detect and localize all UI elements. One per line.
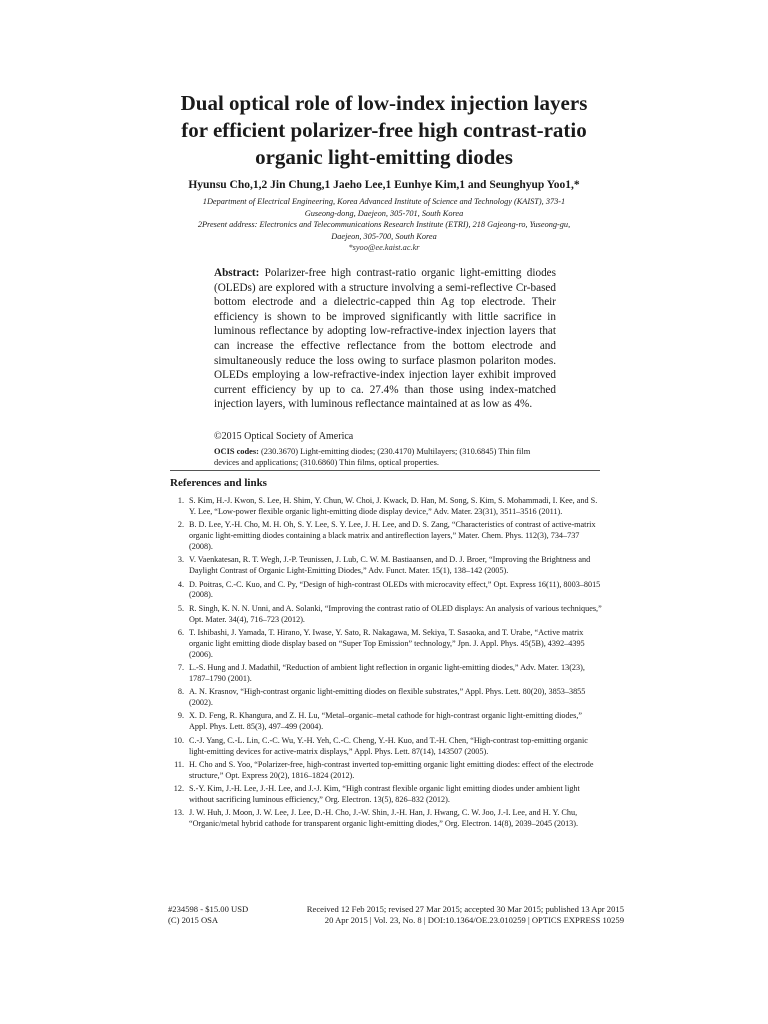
affiliations	[150, 196, 618, 254]
reference-number: 5.	[177, 603, 184, 613]
abstract-text: Polarizer-free high contrast-ratio organic light-emitting diodes (OLEDs) are explored with a structure involving a semi-reflective Cr-based bottom electrode and a dielectric-capped thin Ag top electrode. Their efficiency is shown to be improved significantly with little sacrifice in luminous reflectance by adopting low-refractive-index injection layers that can increase the effective reflectance from the bottom electrode and simultaneously reduce the loss owing to surface plasmon polariton modes. OLEDs employing a low-refractive-index injection layer exhibit improved current efficiency by up to ca. 27.4% than those using index-matched injection layers, with luminous reflectance maintained at as low as 4%.	[214, 267, 556, 411]
footer-row	[168, 915, 624, 926]
reference-number: 7.	[177, 663, 184, 673]
ocis-codes	[214, 446, 556, 468]
reference-item	[170, 808, 602, 830]
reference-item	[170, 628, 602, 661]
section-divider	[170, 470, 600, 471]
reference-text: S. Kim, H.-J. Kwon, S. Lee, H. Shim, Y. Chun, W. Choi, J. Kwack, D. Han, M. Song, S. Kim, S. Mohammadi, I. Kee, and S. Y. Lee, “Low-power flexible organic light-emitting diode display device,” Adv. Mater. 23(31), 3511–3516 (2011).	[189, 496, 598, 516]
reference-item	[170, 555, 602, 577]
abstract	[214, 266, 556, 412]
affiliation-line: Guseong-dong, Daejeon, 305-701, South Korea	[304, 208, 464, 218]
reference-text: H. Cho and S. Yoo, “Polarizer-free, high-contrast inverted top-emitting organic light emitting diodes: effect of the electrode structure,” Opt. Express 20(2), 1816–1824 (2012).	[189, 759, 594, 780]
reference-number: 8.	[177, 687, 184, 697]
corresponding-email[interactable]: *syoo@ee.kaist.ac.kr	[348, 243, 420, 253]
reference-list	[170, 496, 602, 832]
reference-text: C.-J. Yang, C.-L. Lin, C.-C. Wu, Y.-H. Yeh, C.-C. Cheng, Y.-H. Kuo, and T.-H. Chen, “High-contrast top-emitting organic light-emitting devices for active-matrix displays,” Appl. Phys. Lett. 87(14), 143507 (2005).	[189, 735, 588, 756]
copyright-notice: ©2015 Optical Society of America	[214, 431, 354, 442]
reference-text: X. D. Feng, R. Khangura, and Z. H. Lu, “Metal–organic–metal cathode for high-contrast organic light-emitting diodes,” Appl. Phys. Lett. 85(3), 497–499 (2004).	[189, 711, 583, 732]
reference-number: 10.	[173, 735, 184, 745]
reference-text: J. W. Huh, J. Moon, J. W. Lee, J. Lee, D.-H. Cho, J.-W. Shin, J.-H. Han, J. Hwang, C. W. Joo, J.-I. Lee, and H. Y. Chu, “Organic/metal hybrid cathode for transparent organic light-emitting diodes,” Org. Electron. 14(8), 2039–2045 (2013).	[189, 808, 579, 829]
title-line: organic light-emitting diodes	[255, 145, 513, 169]
reference-item	[170, 736, 602, 758]
footer-price: #234598 - $15.00 USD	[168, 904, 249, 914]
reference-number: 1.	[177, 496, 184, 505]
reference-item	[170, 711, 602, 733]
reference-text: V. Vaenkatesan, R. T. Wegh, J.-P. Teunissen, J. Lub, C. W. M. Bastiaansen, and D. J. Broer, “Improving the Brightness and Daylight Contrast of Organic Light-Emitting Diodes,” Adv. Funct. Mater. 15(1), 138–142 (2005).	[189, 555, 591, 576]
affiliation-line: 1Department of Electrical Engineering, Korea Advanced Institute of Science and Technology (KAIST), 373-1	[202, 197, 566, 206]
reference-text: T. Ishibashi, J. Yamada, T. Hirano, Y. Iwase, Y. Sato, R. Nakagawa, M. Sekiya, T. Sasaoka, and T. Urabe, “Active matrix organic light emitting diode display based on “Super Top Emission” technology,” Jpn. J. Appl. Phys. 45(5B), 4392–4395 (2006).	[189, 627, 585, 659]
reference-item	[170, 663, 602, 685]
reference-number: 2.	[177, 520, 184, 530]
abstract-label: Abstract:	[214, 267, 260, 279]
reference-text: R. Singh, K. N. N. Unni, and A. Solanki, “Improving the contrast ratio of OLED displays: An analysis of various techniques,” Opt. Mater. 34(4), 716–723 (2012).	[189, 603, 602, 624]
reference-text: B. D. Lee, Y.-H. Cho, M. H. Oh, S. Y. Lee, S. Y. Lee, J. H. Lee, and D. S. Zang, “Characteristics of contrast of active-matrix organic light-emitting diodes containing a black matrix and antireflection layers,” Mater. Chem. Phys. 112(3), 734–737 (2008).	[189, 520, 596, 552]
reference-text: A. N. Krasnov, “High-contrast organic light-emitting diodes on flexible substrates,” Appl. Phys. Lett. 80(20), 3853–3855 (2002).	[189, 687, 586, 708]
footer-row	[168, 904, 624, 915]
reference-text: D. Poitras, C.-C. Kuo, and C. Py, “Design of high-contrast OLEDs with microcavity effect,” Opt. Express 16(11), 8003–8015 (2008).	[189, 579, 601, 600]
references-heading: References and links	[170, 477, 267, 489]
reference-number: 12.	[173, 784, 184, 794]
reference-item	[170, 520, 602, 553]
title-line: for efficient polarizer-free high contrast-ratio	[181, 118, 587, 142]
footer-copyright: (C) 2015 OSA	[168, 915, 219, 925]
reference-item	[170, 687, 602, 709]
reference-text: S.-Y. Kim, J.-H. Lee, J.-H. Lee, and J.-J. Kim, “High contrast flexible organic light emitting diodes under ambient light without sacrificing luminous efficiency,” Org. Electron. 13(5), 826–832 (2012).	[189, 784, 580, 804]
reference-number: 4.	[177, 579, 184, 589]
reference-item	[170, 604, 602, 626]
author-list: Hyunsu Cho,1,2 Jin Chung,1 Jaeho Lee,1 Eunhye Kim,1 and Seunghyup Yoo1,*	[188, 179, 580, 191]
reference-number: 6.	[177, 627, 184, 637]
reference-number: 13.	[173, 808, 184, 818]
reference-number: 3.	[177, 555, 184, 565]
page-footer	[168, 904, 624, 926]
footer-citation: 20 Apr 2015 | Vol. 23, No. 8 | DOI:10.1364/OE.23.010259 | OPTICS EXPRESS 10259	[324, 915, 624, 925]
reference-item	[170, 784, 602, 806]
reference-number: 9.	[177, 711, 184, 721]
affiliation-line: 2Present address: Electronics and Telecommunications Research Institute (ETRI), 218 Gajeong-ro, Yuseong-gu,	[197, 220, 571, 230]
ocis-label: OCIS codes:	[214, 447, 259, 456]
reference-item	[170, 496, 602, 518]
reference-number: 11.	[174, 759, 184, 769]
paper-title	[150, 90, 618, 171]
reference-item	[170, 580, 602, 602]
affiliation-line: Daejeon, 305-700, South Korea	[331, 231, 437, 241]
footer-history: Received 12 Feb 2015; revised 27 Mar 2015; accepted 30 Mar 2015; published 13 Apr 2015	[306, 904, 624, 914]
reference-text: L.-S. Hung and J. Madathil, “Reduction of ambient light reflection in organic light-emitting diodes,” Adv. Mater. 13(23), 1787–1790 (2001).	[189, 663, 585, 683]
title-line: Dual optical role of low-index injection layers	[180, 91, 588, 115]
reference-item	[170, 760, 602, 782]
ocis-text: (230.3670) Light-emitting diodes; (230.4170) Multilayers; (310.6845) Thin film devices and applications; (310.6860) Thin films, optical properties.	[214, 447, 531, 468]
